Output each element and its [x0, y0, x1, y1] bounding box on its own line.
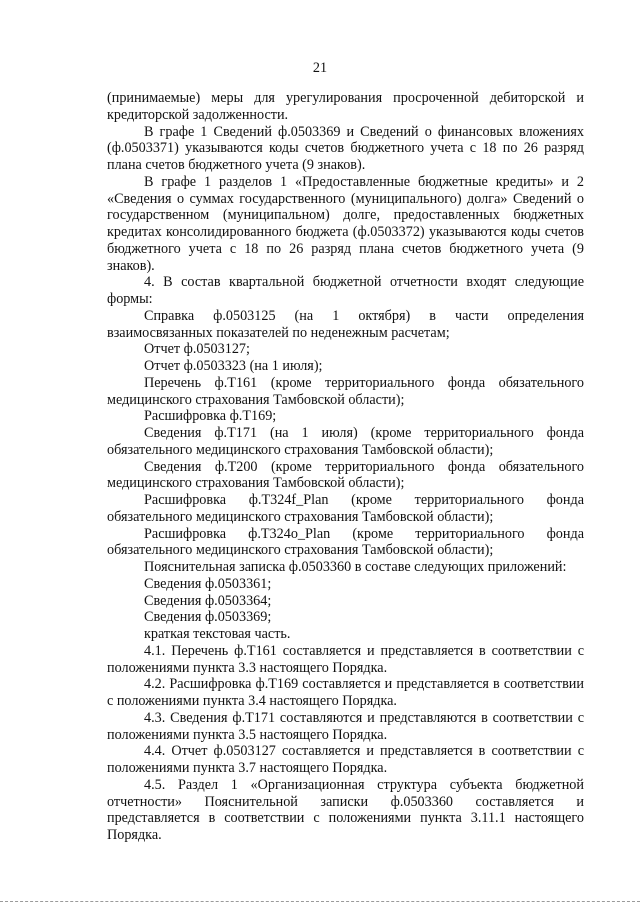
- paragraph: 4. В состав квартальной бюджетной отчетности входят следующие формы:: [107, 274, 584, 307]
- paragraph: Сведения ф.0503369;: [144, 609, 272, 626]
- page-number: 21: [312, 60, 328, 76]
- paragraph: Расшифровка ф.Т324f_Plan (кроме территориального фонда обязательного медицинского страхования Тамбовской области);: [107, 492, 584, 525]
- paragraph: Сведения ф.Т200 (кроме территориального фонда обязательного медицинского страхования Тамбовской области);: [107, 458, 584, 492]
- paragraph: 4.3. Сведения ф.Т171 составляются и представляются в соответствии с положениями пункта 3.5 настоящего Порядка.: [107, 709, 584, 743]
- paragraph: Отчет ф.0503323 (на 1 июля);: [144, 358, 323, 374]
- paragraph: Сведения ф.0503364;: [144, 592, 272, 609]
- paragraph: 4.1. Перечень ф.Т161 составляется и представляется в соответствии с положениями пункта 3.3 настоящего Порядка.: [107, 642, 584, 676]
- paragraph: Расшифровка ф.Т169;: [144, 408, 277, 425]
- paragraph: Отчет ф.0503127;: [144, 341, 250, 358]
- paragraph: 4.2. Расшифровка ф.Т169 составляется и представляется в соответствии с положениями пункта 3.4 настоящего Порядка.: [107, 676, 584, 709]
- paragraph: 4.5. Раздел 1 «Организационная структура субъекта бюджетной отчетности» Пояснительной записки ф.0503360 составляется и представляется в соответствии с положениями пункта 3.11.1 настоящего Порядка.: [107, 776, 584, 843]
- paragraph: Перечень ф.Т161 (кроме территориального фонда обязательного медицинского страхования Тамбовской области);: [107, 374, 584, 408]
- paragraph: 4.4. Отчет ф.0503127 составляется и представляется в соответствии с положениями пункта 3.7 настоящего Порядка.: [107, 743, 584, 776]
- paragraph: В графе 1 Сведений ф.0503369 и Сведений о финансовых вложениях (ф.0503371) указываются коды счетов бюджетного учета с 18 по 26 разряд плана счетов бюджетного учета (9 знаков).: [107, 123, 584, 173]
- paragraph: Пояснительная записка ф.0503360 в составе следующих приложений:: [144, 559, 567, 575]
- page-bottom-divider: [0, 901, 640, 902]
- paragraph: Справка ф.0503125 (на 1 октября) в части определения взаимосвязанных показателей по неденежным расчетам;: [107, 307, 584, 341]
- document-body: [107, 90, 584, 844]
- paragraph: краткая текстовая часть.: [144, 626, 291, 642]
- paragraph: Расшифровка ф.Т324o_Plan (кроме территориального фонда обязательного медицинского страхования Тамбовской области);: [107, 525, 584, 559]
- paragraph: Сведения ф.0503361;: [144, 575, 272, 592]
- paragraph: (принимаемые) меры для урегулирования просроченной дебиторской и кредиторской задолженности.: [107, 90, 584, 123]
- paragraph: Сведения ф.Т171 (на 1 июля) (кроме территориального фонда обязательного медицинского страхования Тамбовской области);: [107, 425, 584, 458]
- paragraph: В графе 1 разделов 1 «Предоставленные бюджетные кредиты» и 2 «Сведения о суммах государственного (муниципального) долга» Сведений о государственном (муниципальном) долге, предоставленных бюджетных кредитах консолидированного бюджета (ф.0503372) указываются коды счетов бюджетного учета с 18 по 26 разряд плана счетов бюджетного учета (9 знаков).: [107, 173, 584, 274]
